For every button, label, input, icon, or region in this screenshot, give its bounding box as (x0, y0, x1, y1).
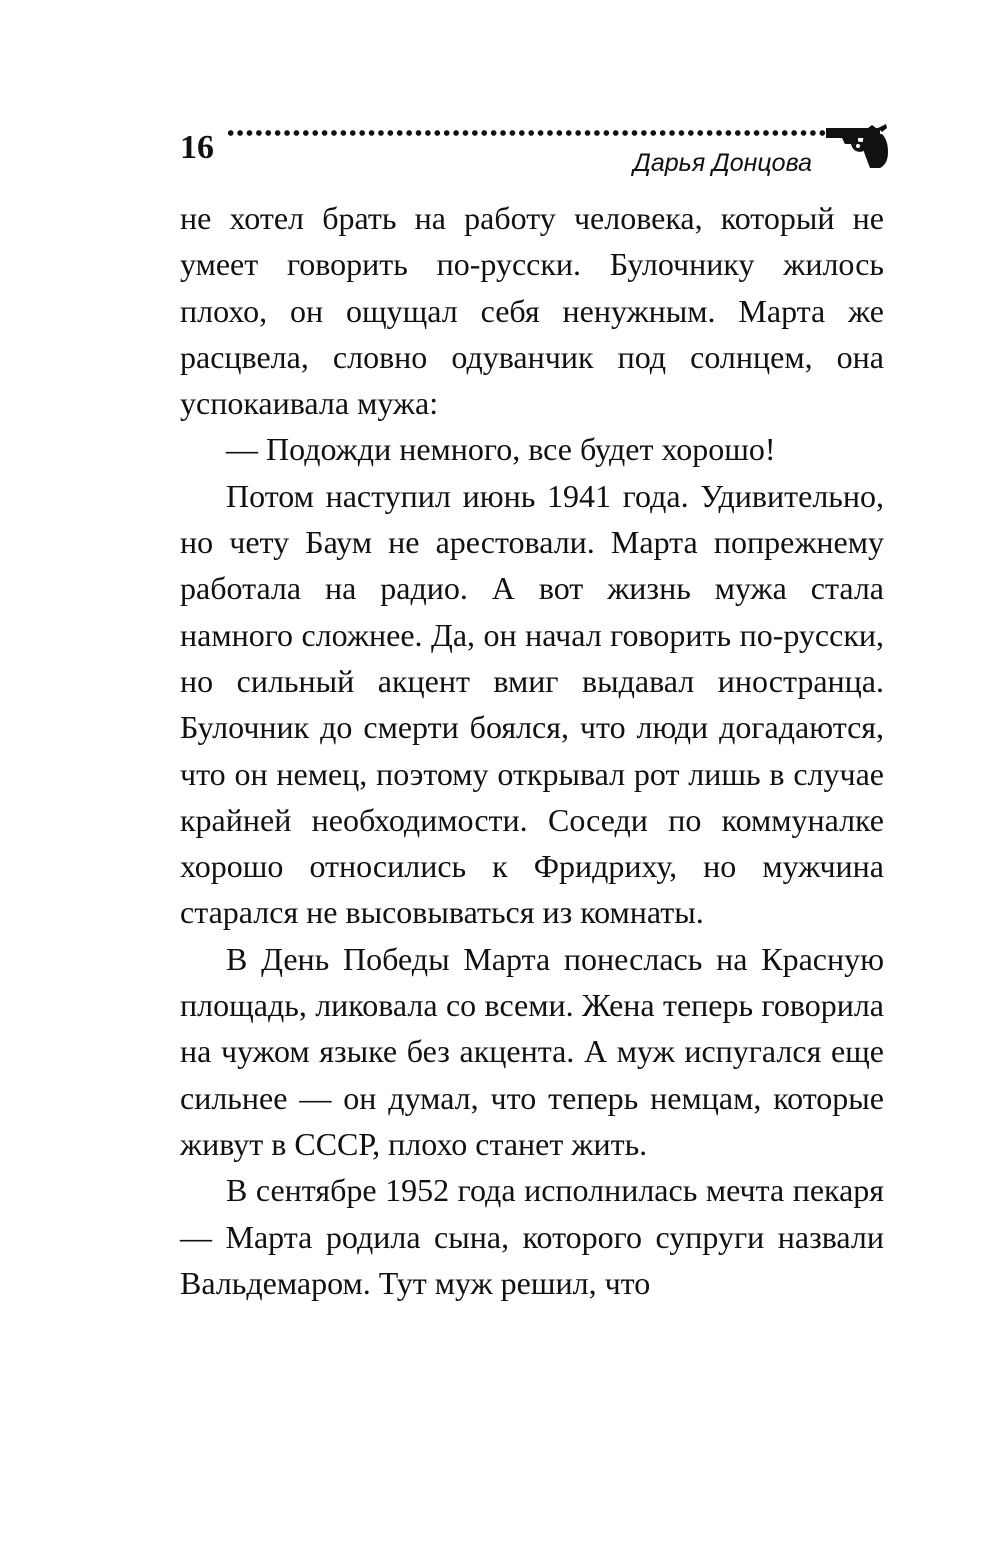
page-number: 16 (180, 129, 214, 166)
revolver-icon (824, 122, 890, 170)
paragraph: Потом наступил июнь 1941 года. Удивительно, но чету Баум не арестовали. Марта попрежнему работала на радио. А вот жизнь мужа стала намного сложнее. Да, он начал говорить по-русски, но сильный акцент вмиг выдавал иностранца. Булочник до смерти боялся, что люди догадаются, что он немец, поэтому открывал рот лишь в случае крайней необходимости. Соседи по коммуналке хорошо относились к Фридриху, но мужчина старался не высовываться из комнаты. (180, 477, 884, 931)
running-header (180, 120, 890, 190)
paragraph: В сентябре 1952 года исполнилась мечта пекаря — Марта родила сына, которого супруги назвали Вальдемаром. Тут муж решил, что (180, 1172, 884, 1301)
paragraph: В День Победы Марта понеслась на Красную площадь, ликовала со всеми. Жена теперь говорила на чужом языке без акцента. А муж испугался еще сильнее — он думал, что теперь немцам, которые живут в СССР, плохо станет жить. (180, 940, 884, 1162)
body-text (180, 195, 884, 1306)
dotted-rule (226, 128, 828, 138)
paragraph: не хотел брать на работу человека, который не умеет говорить по-русски. Булочнику жилось плохо, он ощущал себя ненужным. Марта же расцвела, словно одуванчик под солнцем, она успокаивала мужа: (180, 200, 884, 422)
author-name: Дарья Донцова (633, 149, 812, 177)
paragraph-dialogue: — Подожди немного, все будет хорошо! (226, 431, 776, 468)
